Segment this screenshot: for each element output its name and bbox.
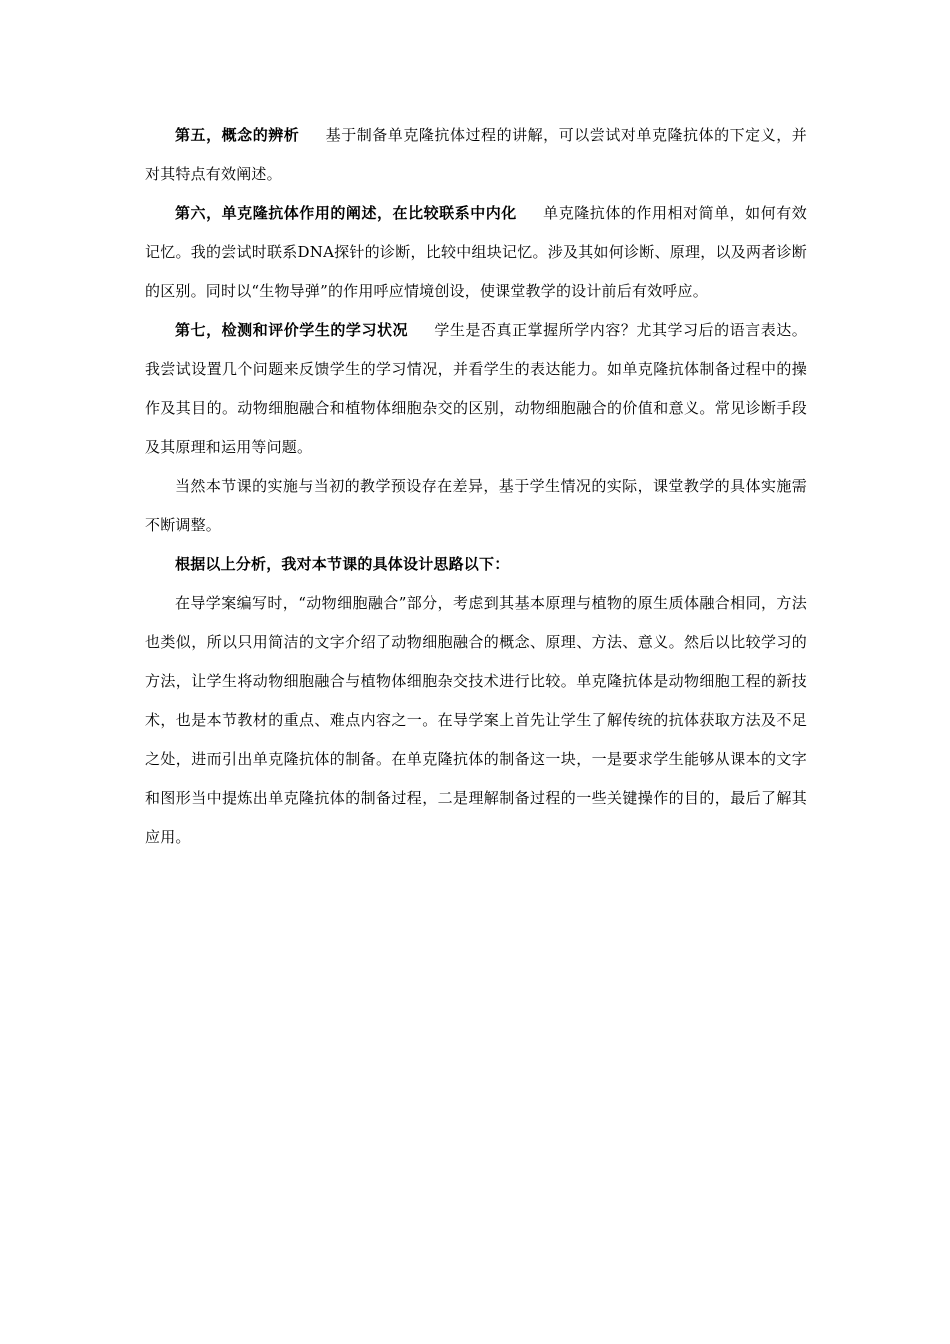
design-heading: 根据以上分析，我对本节课的具体设计思路以下： xyxy=(175,555,510,573)
document-page xyxy=(145,116,807,857)
section-6-heading: 第六，单克隆抗体作用的阐述，在比较联系中内化 xyxy=(175,204,517,222)
section-5-heading: 第五，概念的辨析 xyxy=(175,126,300,144)
design-paragraph: 在导学案编写时，“动物细胞融合”部分，考虑到其基本原理与植物的原生质体融合相同，方法也类似，所以只用简洁的文字介绍了动物细胞融合的概念、原理、方法、意义。然后以比较学习的方法，让学生将动物细胞融合与植物体细胞杂交技术进行比较。单克隆抗体是动物细胞工程的新技术，也是本节教材的重点、难点内容之一。在导学案上首先让学生了解传统的抗体获取方法及不足之处，进而引出单克隆抗体的制备。在单克隆抗体的制备这一块，一是要求学生能够从课本的文字和图形当中提炼出单克隆抗体的制备过程，二是理解制备过程的一些关键操作的目的，最后了解其应用。 xyxy=(145,594,807,846)
section-6-paragraph xyxy=(145,194,807,311)
section-6-body: 单克隆抗体的作用相对简单，如何有效记忆。我的尝试时联系DNA探针的诊断，比较中组块记忆。涉及其如何诊断、原理，以及两者诊断的区别。同时以“生物导弹”的作用呼应情境创设，使课堂教学的设计前后有效呼应。 xyxy=(145,204,807,300)
section-7-paragraph xyxy=(145,311,807,467)
section-5-body: 基于制备单克隆抗体过程的讲解，可以尝试对单克隆抗体的下定义，并对其特点有效阐述。 xyxy=(145,126,807,183)
section-7-body: 学生是否真正掌握所学内容？尤其学习后的语言表达。我尝试设置几个问题来反馈学生的学习情况，并看学生的表达能力。如单克隆抗体制备过程中的操作及其目的。动物细胞融合和植物体细胞杂交的区别，动物细胞融合的价值和意义。常见诊断手段及其原理和运用等问题。 xyxy=(145,321,807,456)
section-7-heading: 第七，检测和评价学生的学习状况 xyxy=(175,321,409,339)
note-paragraph: 当然本节课的实施与当初的教学预设存在差异，基于学生情况的实际，课堂教学的具体实施需不断调整。 xyxy=(145,477,807,534)
section-5-paragraph xyxy=(145,116,807,194)
